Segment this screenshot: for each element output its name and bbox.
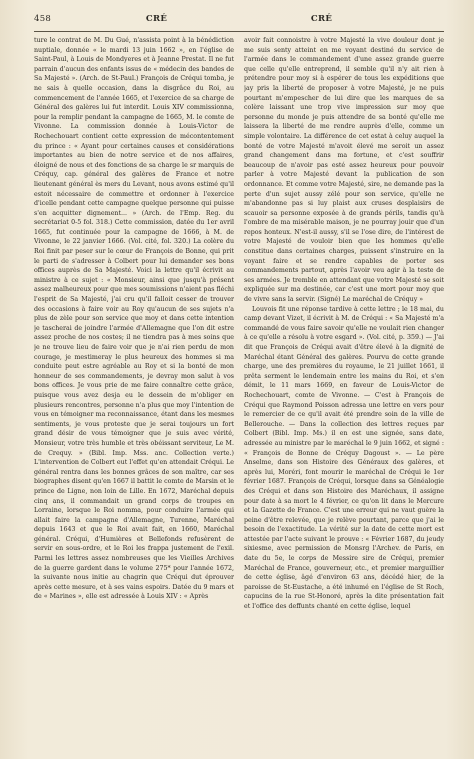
text-columns [34, 36, 444, 736]
right-column-paragraph: avoir fait connoistre à votre Majesté la vive douleur dont je me suis senty atteint en me voyant destiné du service de l'armée dans le commandement d'une assez grande guerre que celle qu'elle entreprend, il semble qu'il n'y ait rien à prétendre pour moy si à espérer de tous les expéditions que jay pris la liberté de proposer à votre Majesté, je ne puis pourtant m'empescher de lui dire que les marques de sa colère laissant une trop vive impression sur moy que personne du monde je puis attendre de sa bonté qu'elle me laissera la liberté de me rendre auprès d'elle, comme un simple volontaire. La différence de cet estat à celuy auquel la bonté de votre Majesté m'avoit élevé me seroit un assez grand changement dans ma fortune, et c'est souffrir beaucoup de n'avoir pas esté assez heureux pour pouvoir parler à votre Majesté devant la publication de son ordonnance. Et comme votre Majesté, sire, ne demande pas la perte d'un sujet aussy zélé pour son service, qu'elle ne m'abandonne pas si luy plaist aux cruses desplaisirs de scauoir sa personne exposée à de grands périls, tandis qu'à l'ombre de ma misérable maison, je ne pourray jouir que d'un repos honteux. N'est-il aussy, s'il se l'ose dire, de l'intérest de votre Majesté de vouloir bien que les hommes qu'elle constitue dans certaines charges, puissent s'instruire en la voyant faire et se rendre capables de porter ses commandements partout, après l'avoir veu agir à la teste de ses armées. Je tremble en attendant que votre Majesté se soit expliquée sur ma destinée, car c'est une mort pour moy que de vivre sans la servir. (Signé) Le maréchal de Créquy » [244, 37, 444, 304]
left-column-paragraph: ture le contrat de M. Du Gué, n'assista point à la bénédiction nuptiale, donnée « le mardi 13 juin 1662 », en l'église de Saint-Paul, à Louis de Mondyeres et à Jeanne Prestat. Il ne fut parrain d'aucun des enfants issus de « médecin des bandes de Sa Majesté ». (Arch. de St-Paul.) François de Créqui tomba, je ne sais à quelle occasion, dans la disgrâce du Roi, au commencement de l'année 1665, et l'exercice de sa charge de Général des galères lui fut interdit. Louis XIV commissionna, pour la remplir pendant la campagne de 1665, M. le comte de Vivonne. La commission donnée à Louis-Victor de Rochechouart contient cette expression de mécontentement du prince : « Ayant pour certaines causes et considérations importantes au bien de notre service et de nos affaires, éloigné de nous et des fonctions de sa charge le sr marquis de Créquy, cap. général des galères de France et notre lieutenant général ès mers du Levant, nous avons estimé qu'il estoit nécessaire de commettre et ordonner à l'exercice d'icelle pendant cette campagne quelque personne qui puisse s'en acquitter dignement... » (Arch. de l'Emp. Reg. du secrétariat 0-5 fol. 318.) Cette commission, datée du 1er avril 1665, fut continuée pour la campagne de 1666, à M. de Vivonne, le 22 janvier 1666. (Vol. cité, fol. 320.) La colère du Roi finit par peser sur le cœur de François de Bonne, qui prit le parti de s'adresser à Colbert pour lui demander ses bons offices auprès de Sa Majesté. Voici la lettre qu'il écrivit au ministre à ce sujet : « Monsieur, ainsi que jusqu'à présent assez malheureux pour que mes soumissions n'aient pas fléchi l'esprit de Sa Majesté, j'ai cru qu'il falloit cesser de trouver des occasions à faire voir au Roy qu'aucun de ses sujets n'a plus de zèle pour son service que moy et dans cette intention je tascherai de joindre l'armée d'Allemagne que l'on dit estre assez proche de nos costes; il ne tiendra pas à mes soins que je ne trouve lieu de faire voir que je n'ai rien perdu de mon courage, je mestimeray le plus heureux des hommes si ma conduite peut estre agréable au Roy et si la bonté de mon honneur de ses commandements, je devray mon salut à vos bons offices. Je vous prie de me faire connaître cette grâce, puisque vous avez desja eu le dessein de m'obliger en plusieurs rencontres, personne n'a plus que moy l'intention de vous en témoigner ma reconnaissance, étant dans les mesmes sentiments, je vous proteste que je serai toujours un fort grand désir de vous témoigner que je suis avec vérité, Monsieur, votre très humble et très obéissant serviteur, Le M. de Crequy. » (Bibl. Imp. Mss. anc. Collection verte.) L'intervention de Colbert eut l'effet qu'en attendait Créqui. Le général rentra dans les bonnes grâces de son maître, car ses biographes disent qu'en 1667 il battit le comte de Marsin et le prince de Ligne, non loin de Lille. En 1672, Maréchal depuis cinq ans, il commandait un grand corps de troupes en Lorraine, lorsque le Roi nomma, pour conduire l'armée qui allait faire la campagne d'Allemagne, Turenne, Maréchal depuis 1643 et que le Roi avait fait, en 1660, Maréchal général. Créqui, d'Humières et Bellefonds refusèrent de servir en sous-ordre, et le Roi les frappa justement de l'exil. Parmi les lettres assez nombreuses que les Vieilles Archives de la guerre gardent dans le volume 275* pour l'année 1672, la suivante nous initie au chagrin que Créqui dut éprouver après cette mesure, et à ses vains espoirs. Datée du 9 mars et de « Marines », elle est adressée à Louis XIV : « Après [34, 37, 234, 601]
right-running-head: CRÉ [310, 14, 333, 24]
page-header [34, 14, 444, 30]
left-column [34, 36, 234, 736]
header-rule [34, 31, 444, 32]
page-number: 458 [34, 14, 52, 24]
right-column [244, 36, 444, 736]
left-running-head: CRÉ [145, 14, 168, 24]
right-column-paragraph: Louvois fit une réponse tardive à cette lettre ; le 18 mai, du camp devant Vizet, il écrivit à M. de Créqui : « Sa Majesté m'a commandé de vous faire savoir qu'elle ne voulait rien changer à ce qu'elle a résolu à votre esgard ». (Vol. cité, p. 359.) — J'ai dit que François de Créqui avait d'être élevé à la dignité de Maréchal étant Général des galères. Pourvu de cette grande charge, une des premières du royaume, le 21 juillet 1661, il prêta serment le lendemain entre les mains du Roi, et s'en démit, le 11 mars 1669, en faveur de Louis-Victor de Rochechouart, comte de Vivonne. — C'est à François de Créqui que Raymond Poisson adressa une lettre en vers pour le remercier de ce qu'il avait été prendre soin de la ville de Bellerouche. — Dans la collection des lettres reçues par Colbert (Bibl. Imp. Ms.) il en est une signée, sans date, adressée au ministre par le maréchal le 9 juin 1662, et signé : « François de Bonne de Créquy Dagoust ». — Le père Anselme, dans son Histoire des Généraux des galères, et après lui, Moréri, font mourir le maréchal de Créqui le 1er février 1687. François de Créqui, lorsque dans sa Généalogie des Créqui et dans son Histoire des Maréchaux, il assigne pour date à sa mort le 4 février, ce qu'on lit dans le Mercure et la Gazette de France. C'est une erreur qui ne vaut guère la peine d'être relevée, que je relève pourtant, parce que j'ai le besoin de l'exactitude. La vérité sur la date de cette mort est attestée par l'acte suivant le prouve : « Février 1687, du jeudy sixiesme, avec permission de Monsrg l'Archev. de Paris, en date du 5e, le corps de Messire sire de Créqui, premier Maréchal de France, gouverneur, etc., et premier marguillier de cette église, âgé d'environ 63 ans, décédé hier, de la paroisse de St-Eustache, a été inhumé en l'église de St Roch, capucins de la rue St-Honoré, après la dite présentation fait et l'office des deffunts chanté en cette église, lequel [244, 305, 444, 611]
